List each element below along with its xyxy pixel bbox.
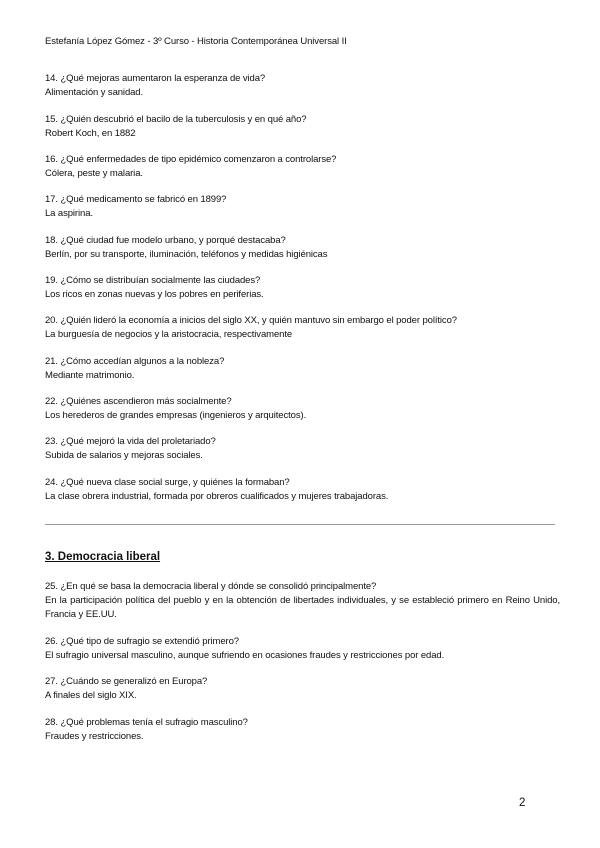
answer: Robert Koch, en 1882 xyxy=(45,128,136,139)
qa-item xyxy=(45,193,560,221)
qa-item xyxy=(45,716,560,744)
answer: A finales del siglo XIX. xyxy=(45,690,137,701)
answer: El sufragio universal masculino, aunque sufriendo en ocasiones fraudes y restricciones por edad. xyxy=(45,650,445,661)
answer: La clase obrera industrial, formada por obreros cualificados y mujeres trabajadoras. xyxy=(45,491,389,502)
answer: Los herederos de grandes empresas (ingenieros y arquitectos). xyxy=(45,410,307,421)
answer: La burguesía de negocios y la aristocracia, respectivamente xyxy=(45,329,293,340)
question: 23. ¿Qué mejoró la vida del proletariado? xyxy=(45,436,216,447)
answer: Cólera, peste y malaria. xyxy=(45,168,143,179)
qa-item xyxy=(45,355,560,383)
question: 21. ¿Cómo accedían algunos a la nobleza? xyxy=(45,356,225,367)
question: 16. ¿Qué enfermedades de tipo epidémico comenzaron a controlarse? xyxy=(45,154,337,165)
page-header: Estefanía López Gómez - 3º Curso - Historia Contemporánea Universal II xyxy=(45,36,347,47)
qa-item xyxy=(45,274,560,302)
question: 18. ¿Qué ciudad fue modelo urbano, y porqué destacaba? xyxy=(45,235,286,246)
question: 28. ¿Qué problemas tenía el sufragio masculino? xyxy=(45,717,248,728)
answer: Berlín, por su transporte, iluminación, teléfonos y medidas higiénicas xyxy=(45,249,328,260)
question: 26. ¿Qué tipo de sufragio se extendió primero? xyxy=(45,636,239,647)
question: 14. ¿Qué mejoras aumentaron la esperanza de vida? xyxy=(45,73,266,84)
question: 24. ¿Qué nueva clase social surge, y quiénes la formaban? xyxy=(45,477,290,488)
answer: Fraudes y restricciones. xyxy=(45,731,144,742)
answer: Mediante matrimonio. xyxy=(45,370,135,381)
answer: En la participación política del pueblo y en la obtención de libertades individuales, y se estableció primero en Reino Unido, Francia y EE.UU. xyxy=(45,595,560,620)
question: 17. ¿Qué medicamento se fabricó en 1899? xyxy=(45,194,227,205)
question: 27. ¿Cuándo se generalizó en Europa? xyxy=(45,676,208,687)
question: 20. ¿Quién lideró la economía a inicios del siglo XX, y quién mantuvo sin embargo el poder político? xyxy=(45,315,457,326)
section-divider xyxy=(45,524,555,525)
answer: Alimentación y sanidad. xyxy=(45,87,144,98)
qa-item xyxy=(45,635,560,663)
qa-item xyxy=(45,72,560,100)
question: 19. ¿Cómo se distribuían socialmente las ciudades? xyxy=(45,275,261,286)
page-number: 2 xyxy=(519,797,526,809)
qa-item xyxy=(45,234,560,262)
answer: Los ricos en zonas nuevas y los pobres en periferias. xyxy=(45,289,264,300)
qa-item xyxy=(45,153,560,181)
section-title: 3. Democracia liberal xyxy=(45,551,161,563)
question: 25. ¿En qué se basa la democracia liberal y dónde se consolidó principalmente? xyxy=(45,581,377,592)
qa-item xyxy=(45,580,560,622)
qa-item xyxy=(45,675,560,703)
question: 15. ¿Quién descubrió el bacilo de la tuberculosis y en qué año? xyxy=(45,114,307,125)
qa-item xyxy=(45,314,560,342)
qa-item xyxy=(45,113,560,141)
answer: Subida de salarios y mejoras sociales. xyxy=(45,450,203,461)
answer: La aspirina. xyxy=(45,208,93,219)
question: 22. ¿Quiénes ascendieron más socialmente? xyxy=(45,396,232,407)
qa-item xyxy=(45,476,560,504)
qa-item xyxy=(45,435,560,463)
qa-item xyxy=(45,395,560,423)
